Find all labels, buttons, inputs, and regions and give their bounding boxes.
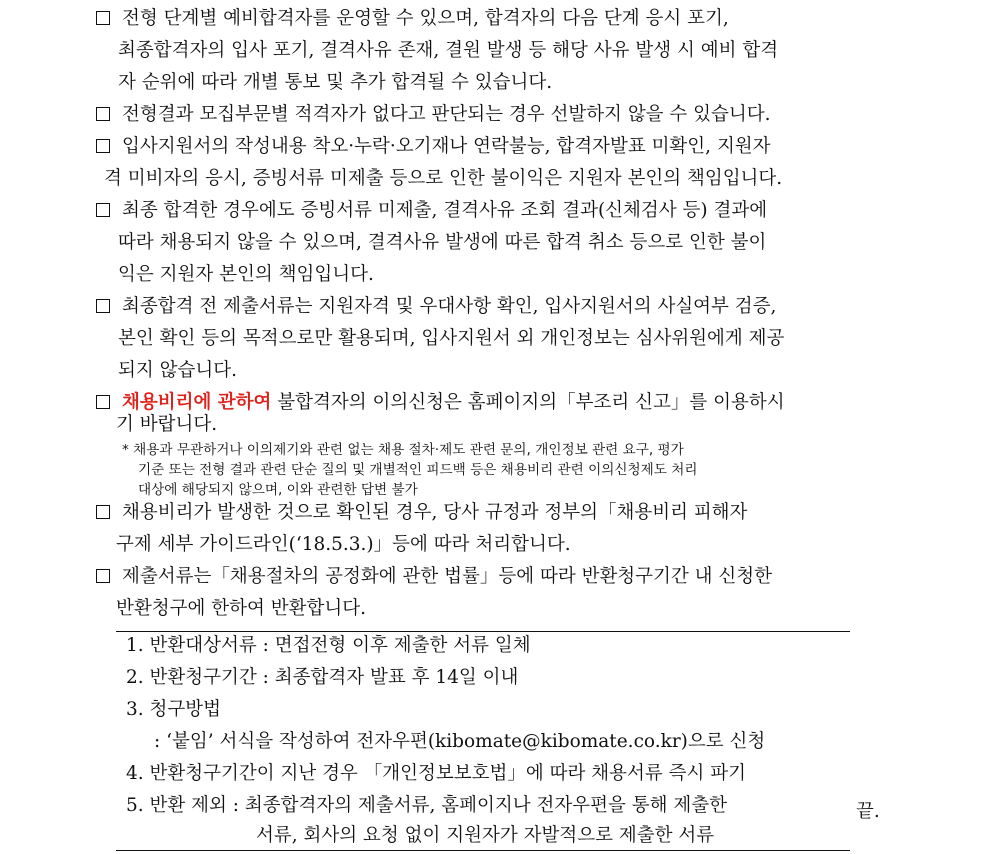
- highlight-text: 채용비리에 관하여: [122, 392, 272, 413]
- item-3-line-1: 입사지원서의 작성내용 착오·누락·오기재나 연락불능, 합격자발표 미확인, 지원자: [96, 136, 771, 158]
- checkbox-icon: [96, 395, 110, 409]
- item-7-line-2: 구제 세부 가이드라인(‘18.5.3.)」등에 따라 처리합니다.: [116, 534, 571, 555]
- item-2-line-1: 전형결과 모집부문별 적격자가 없다고 판단되는 경우 선발하지 않을 수 있습니다.: [96, 104, 771, 126]
- checkbox-icon: [96, 569, 110, 583]
- checkbox-icon: [96, 299, 110, 313]
- return-item-4: 4. 반환청구기간이 지난 경우 「개인정보보호법」에 따라 채용서류 즉시 파기: [126, 763, 746, 784]
- item-3-line-2: 격 미비자의 응시, 증빙서류 미제출 등으로 인한 불이익은 지원자 본인의 책임입니다.: [104, 168, 783, 189]
- item-5-line-2: 본인 확인 등의 목적으로만 활용되며, 입사지원서 외 개인정보는 심사위원에게 제공: [118, 328, 785, 349]
- item-8-line-1: 제출서류는「채용절차의 공정화에 관한 법률」등에 따라 반환청구기간 내 신청한: [96, 566, 772, 588]
- item-7-line-1: 채용비리가 발생한 것으로 확인된 경우, 당사 규정과 정부의「채용비리 피해자: [96, 502, 747, 524]
- item-5-line-1: 최종합격 전 제출서류는 지원자격 및 우대사항 확인, 입사지원서의 사실여부 검증,: [96, 296, 776, 318]
- checkbox-icon: [96, 505, 110, 519]
- note-line-2: 기준 또는 전형 결과 관련 단순 질의 및 개별적인 피드백 등은 채용비리 관련 이의신청제도 처리: [138, 462, 698, 478]
- checkbox-icon: [96, 11, 110, 25]
- item-5-line-3: 되지 않습니다.: [118, 360, 237, 381]
- item-1-line-3: 자 순위에 따라 개별 통보 및 추가 합격될 수 있습니다.: [118, 72, 553, 93]
- item-4-line-2: 따라 채용되지 않을 수 있으며, 결격사유 발생에 따른 합격 취소 등으로 인한 불이: [118, 232, 767, 253]
- item-1-line-1: 전형 단계별 예비합격자를 운영할 수 있으며, 합격자의 다음 단계 응시 포기,: [96, 8, 729, 30]
- item-4-line-1: 최종 합격한 경우에도 증빙서류 미제출, 결격사유 조회 결과(신체검사 등) 결과에: [96, 200, 767, 222]
- return-item-2: 2. 반환청구기간 : 최종합격자 발표 후 14일 이내: [126, 667, 519, 688]
- item-8-line-2: 반환청구에 한하여 반환합니다.: [116, 598, 366, 619]
- item-4-line-3: 익은 지원자 본인의 책임입니다.: [118, 264, 374, 285]
- bottom-rule: [116, 850, 850, 851]
- return-item-5: 5. 반환 제외 : 최종합격자의 제출서류, 홈페이지나 전자우편을 통해 제출한: [126, 795, 727, 816]
- return-item-3: 3. 청구방법: [126, 699, 222, 720]
- item-1-line-2: 최종합격자의 입사 포기, 결격사유 존재, 결원 발생 등 해당 사유 발생 시 예비 합격: [118, 40, 779, 61]
- return-item-3-detail: : ‘붙임’ 서식을 작성하여 전자우편(kibomate@kibomate.co.kr)으로 신청: [154, 731, 766, 752]
- checkbox-icon: [96, 107, 110, 121]
- return-item-5-cont: 서류, 회사의 요청 없이 지원자가 자발적으로 제출한 서류: [256, 825, 715, 846]
- note-line-3: 대상에 해당되지 않으며, 이와 관련한 답변 불가: [138, 482, 418, 498]
- item-6-line-2: 기 바랍니다.: [116, 414, 218, 435]
- end-mark: 끝.: [856, 801, 880, 822]
- item-6-line-1: 채용비리에 관하여 불합격자의 이의신청은 홈페이지의「부조리 신고」를 이용하시: [96, 392, 785, 414]
- checkbox-icon: [96, 203, 110, 217]
- return-item-1: 1. 반환대상서류 : 면접전형 이후 제출한 서류 일체: [126, 635, 531, 656]
- note-line-1: * 채용과 무관하거나 이의제기와 관련 없는 채용 절차·제도 관련 문의, 개인정보 관련 요구, 평가: [122, 442, 684, 458]
- top-rule: [116, 631, 850, 632]
- checkbox-icon: [96, 139, 110, 153]
